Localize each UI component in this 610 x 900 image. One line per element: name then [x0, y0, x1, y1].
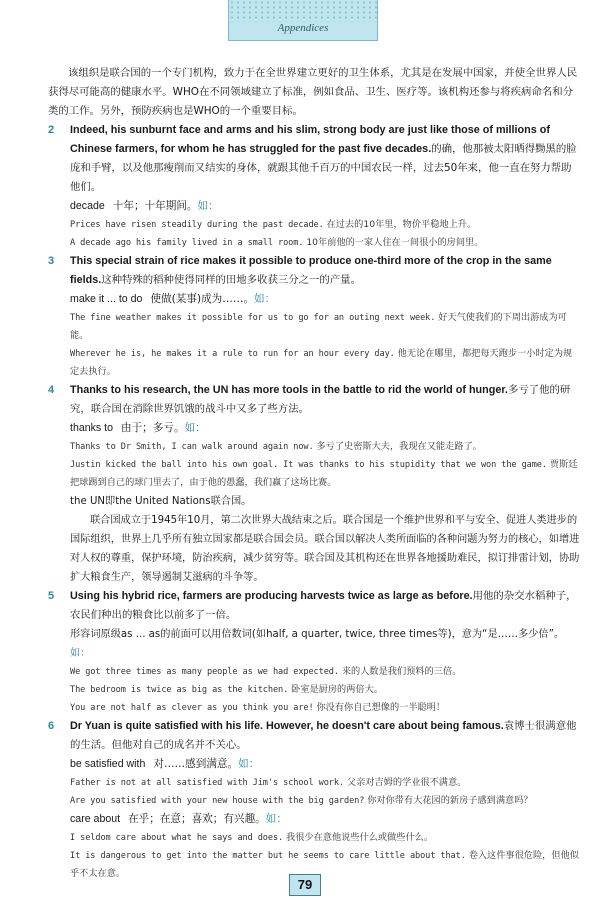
- example-sentence: The bedroom is twice as big as the kitchen. 卧室是厨房的两倍大。: [70, 684, 383, 695]
- vocab-term: make it ... to do 使做(某事)成为……。如：: [70, 293, 276, 305]
- example-sentence: It is dangerous to get into the matter but he seems to care little about that. 卷入这件事很危险，但他似乎不太在意。: [70, 850, 579, 879]
- dotted-pattern: [229, 0, 377, 22]
- header-banner: [228, 0, 378, 41]
- vocab-term: be satisfied with 对……感到满意。如：: [70, 758, 260, 770]
- example-sentence: Thanks to Dr Smith, I can walk around again now. 多亏了史密斯大夫，我现在又能走路了。: [70, 441, 482, 452]
- example-sentence: A decade ago his family lived in a small room. 10年前他的一家人住在一间很小的房间里。: [70, 237, 484, 248]
- item-number: 5: [48, 590, 55, 602]
- example-sentence: Justin kicked the ball into his own goal. It was thanks to his stupidity that we won the game. 贾斯廷把球踢到自己的球门里去了，由于他的愚蠢，我们赢了这场比赛。: [70, 459, 578, 488]
- example-sentence: We got three times as many people as we had expected. 来的人数是我们预料的三倍。: [70, 666, 462, 677]
- item-sentence-en: This special strain of rice makes it possible to produce one-third more of the crop in the same fields.: [70, 255, 552, 286]
- page-number: 79: [289, 874, 321, 896]
- note-item-5: [48, 587, 580, 625]
- un-note-body: 联合国成立于1945年10月，第二次世界大战结束之后。联合国是一个维护世界和平与安全、促进人类进步的国际组织，世界上几乎所有独立国家都是联合国会员。联合国以解决人类所面临的各种问题为努力的核心，如增进对人权的尊重，保护环境，防治疾病，减少贫穷等。联合国及其机构还在世界各地援助难民，拟订排雷计划，协助扩大粮食生产，领导遏制艾滋病的斗争等。: [70, 515, 580, 583]
- item-sentence-cn: 袁博士很满意他的生活。但他对自己的成名并不关心。: [70, 720, 577, 751]
- grammar-note: 形容词原级as ... as的前面可以用倍数词(如half, a quarter, twice, three times等)，意为“是……多少倍”。如：: [70, 629, 565, 659]
- item-sentence-cn: 这种特殊的稻种使得同样的田地多收获三分之一的产量。: [101, 274, 361, 286]
- example-sentence: I seldom care about what he says and does. 我很少在意他说些什么或做些什么。: [70, 832, 434, 843]
- note-item-4: [48, 381, 580, 419]
- item-number: 2: [48, 124, 55, 136]
- vocab-term: care about 在乎；在意；喜欢；有兴趣。如：: [70, 813, 287, 825]
- item-number: 6: [48, 720, 55, 732]
- item-sentence-cn: 多亏了他的研究，联合国在消除世界饥饿的战斗中又多了些方法。: [70, 384, 571, 415]
- example-sentence: You are not half as clever as you think you are! 你没有你自己想像的一半聪明！: [70, 702, 446, 713]
- example-sentence: Wherever he is, he makes it a rule to run for an hour every day. 他无论在哪里，都把每天跑步一小时定为规定去执行。: [70, 348, 573, 377]
- item-sentence-en: Indeed, his sunburnt face and arms and his slim, strong body are just like those of millions of Chinese farmers, for whom he has struggled for the past five decades.: [70, 124, 550, 155]
- item-sentence-cn: 用他的杂交水稻种子，农民们种出的粮食比以前多了一倍。: [70, 590, 577, 621]
- item-number: 4: [48, 384, 55, 396]
- intro-paragraph: 该组织是联合国的一个专门机构，致力于在全世界建立更好的卫生体系，尤其是在发展中国家，并使全世界人民获得尽可能高的健康水平。WHO在不同领域建立了标准，例如食品、卫生、医疗等。该机构还参与将疾病命名和分类的工作。另外，预防疾病也是WHO的一个重要目标。: [48, 67, 578, 117]
- vocab-term: thanks to 由于；多亏。如：: [70, 422, 206, 434]
- example-sentence: Prices have risen steadily during the past decade. 在过去的10年里，物价平稳地上升。: [70, 219, 477, 230]
- item-sentence-en: Using his hybrid rice, farmers are producing harvests twice as large as before.: [70, 590, 473, 602]
- note-item-3: [48, 252, 580, 290]
- example-sentence: Father is not at all satisfied with Jim's school work. 父亲对吉姆的学业很不满意。: [70, 777, 467, 788]
- un-note-title: the UN即the United Nations联合国。: [70, 496, 252, 507]
- item-sentence-en: Thanks to his research, the UN has more tools in the battle to rid the world of hunger.: [70, 384, 508, 396]
- example-sentence: Are you satisfied with your new house with the big garden? 你对你带有大花园的新房子感到满意吗？: [70, 795, 533, 806]
- note-item-6: [48, 717, 580, 755]
- example-sentence: The fine weather makes it possible for us to go for an outing next week. 好天气使我们的下周出游成为可能。: [70, 312, 567, 341]
- section-title: Appendices: [277, 22, 329, 34]
- item-sentence-en: Dr Yuan is quite satisfied with his life. However, he doesn't care about being famous.: [70, 720, 504, 732]
- item-sentence-cn: 的确，他那被太阳晒得黝黑的脸庞和手臂，以及他那瘦削而又结实的身体，就跟其他千百万的中国农民一样，过去50年来，他一直在努力帮助他们。: [70, 143, 577, 193]
- item-number: 3: [48, 255, 55, 267]
- note-item-2: [48, 121, 580, 197]
- page-content: [48, 64, 580, 883]
- vocab-term: decade 十年；十年期间。如：: [70, 200, 219, 212]
